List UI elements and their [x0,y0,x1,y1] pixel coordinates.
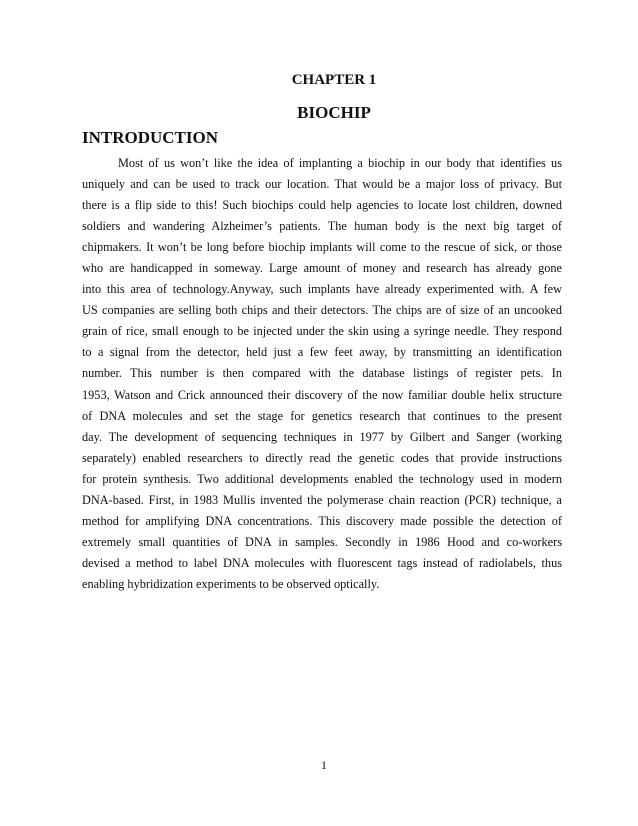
chapter-label: CHAPTER 1 [291,72,377,88]
paragraph-line: there is a flip side to this! Such biochips could help agencies to locate lost children, downed [82,198,562,213]
paragraph-line: US companies are selling both chips and their detectors. The chips are of size of an uncooked [82,303,562,318]
paragraph-line: soldiers and wandering Alzheimer’s patients. The human body is the next big target of [82,219,562,234]
paragraph-line: number. This number is then compared with the database listings of register pets. In [82,366,562,381]
paragraph-line: DNA-based. First, in 1983 Mullis invented the polymerase chain reaction (PCR) technique, a [82,492,562,507]
paragraph-line: grain of rice, small enough to be injected under the skin using a syringe needle. They respond [82,324,562,339]
paragraph-line: who are handicapped in someway. Large amount of money and research has already gone [82,261,562,276]
paragraph-line: to a signal from the detector, held just a few feet away, by transmitting an identification [82,345,562,360]
paragraph-line: 1953, Watson and Crick announced their discovery of the now familiar double helix structure [82,387,562,402]
paragraph-line: for protein synthesis. Two additional developments enabled the technology used in modern [82,471,562,486]
paragraph-line: method for amplifying DNA concentrations. This discovery made possible the detection of [82,513,562,528]
page-title: BIOCHIP [297,103,371,122]
paragraph-line: chipmakers. It won’t be long before biochip implants will come to the rescue of sick, or those [82,240,562,255]
paragraph-line: day. The development of sequencing techniques in 1977 by Gilbert and Sanger (working [82,429,562,444]
body-paragraph [82,153,562,595]
page-number: 1 [321,758,327,772]
paragraph-line: of DNA molecules and set the stage for genetics research that continues to the present [82,408,562,423]
paragraph-line: separately) enabled researchers to directly read the genetic codes that provide instructions [82,450,562,465]
section-heading: INTRODUCTION [82,128,219,147]
paragraph-line: into this area of technology.Anyway, such implants have already experimented with. A few [82,282,562,297]
paragraph-line: extremely small quantities of DNA in samples. Secondly in 1986 Hood and co-workers [82,534,562,549]
paragraph-line: devised a method to label DNA molecules with fluorescent tags instead of radiolabels, thus [82,555,562,570]
paragraph-line: uniquely and can be used to track our location. That would be a major loss of privacy. But [82,177,562,192]
paragraph-line: Most of us won’t like the idea of implanting a biochip in our body that identifies us [118,156,562,170]
paragraph-line: enabling hybridization experiments to be observed optically. [82,576,380,591]
